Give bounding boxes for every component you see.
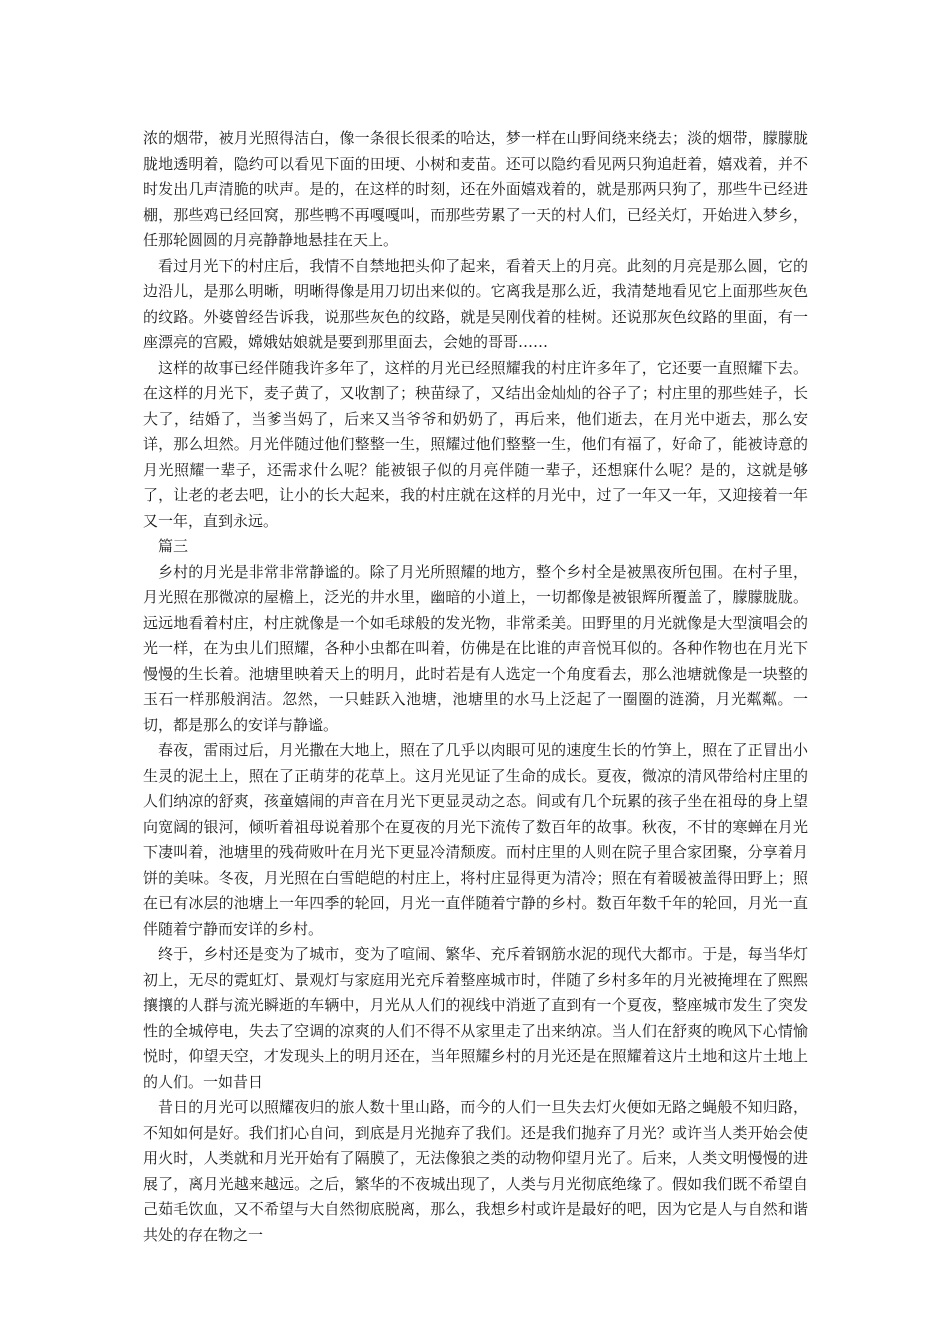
section-heading: 篇三: [158, 537, 189, 555]
paragraph: 春夜，雷雨过后，月光撒在大地上，照在了几乎以肉眼可见的速度生长的竹笋上，照在了正冒出小生灵的泥土上，照在了正萌芽的花草上。这月光见证了生命的成长。夏夜，微凉的清风带给村庄里的人们纳凉的舒爽，孩童嬉闹的声音在月光下更显灵动之态。间或有几个玩累的孩子坐在祖母的身上望向宽阔的银河，倾听着祖母说着那个在夏夜的月光下流传了数百年的故事。秋夜，不甘的寒蝉在月光下凄叫着，池塘里的残荷败叶在月光下更显冷清颓废。而村庄里的人则在院子里合家团聚，分享着月饼的美味。冬夜，月光照在白雪皑皑的村庄上，将村庄显得更为清冷；照在有着暖被盖得田野上；照在已有冰层的池塘上一年四季的轮回，月光一直伴随着宁静的乡村。数百年数千年的轮回，月光一直伴随着宁静而安详的乡村。: [143, 741, 808, 938]
paragraph: 乡村的月光是非常非常静谧的。除了月光所照耀的地方，整个乡村全是被黑夜所包围。在村子里，月光照在那微凉的屋檐上，泛光的井水里，幽暗的小道上，一切都像是被银辉所覆盖了，朦朦胧胧。远远地看着村庄，村庄就像是一个如毛球般的发光物，非常柔美。田野里的月光就像是大型演唱会的光一样，在为虫儿们照耀，各种小虫都在叫着，仿佛是在比谁的声音悦耳似的。各种作物也在月光下慢慢的生长着。池塘里映着天上的明月，此时若是有人选定一个角度看去，那么池塘就像是一块整的玉石一样那般润洁。忽然，一只蛙跃入池塘，池塘里的水马上泛起了一圈圈的涟漪，月光粼粼。一切，都是那么的安详与静谧。: [143, 562, 808, 734]
paragraph: 看过月光下的村庄后，我情不自禁地把头仰了起来，看着天上的月亮。此刻的月亮是那么圆，它的边沿儿，是那么明晰，明晰得像是用刀切出来似的。它离我是那么近，我清楚地看见它上面那些灰色的纹路。外婆曾经告诉我，说那些灰色的纹路，就是吴刚伐着的桂树。还说那灰色纹路的里面，有一座漂亮的宫殿，嫦娥姑娘就是要到那里面去，会她的哥哥……: [143, 256, 808, 351]
paragraph: 这样的故事已经伴随我许多年了，这样的月光已经照耀我的村庄许多年了，它还要一直照耀下去。在这样的月光下，麦子黄了，又收割了；秧苗绿了，又结出金灿灿的谷子了；村庄里的那些娃子，长大了，结婚了，当爹当妈了，后来又当爷爷和奶奶了，再后来，他们逝去，在月光中逝去，那么安详，那么坦然。月光伴随过他们整整一生，照耀过他们整整一生，他们有福了，好命了，能被诗意的月光照耀一辈子，还需求什么呢？能被银子似的月亮伴随一辈子，还想寐什么呢？是的，这就是够了，让老的老去吧，让小的长大起来，我的村庄就在这样的月光中，过了一年又一年，又迎接着一年又一年，直到永远。: [143, 358, 808, 530]
paragraph: 终于，乡村还是变为了城市，变为了喧闹、繁华、充斥着钢筋水泥的现代大都市。于是，每当华灯初上，无尽的霓虹灯、景观灯与家庭用光充斥着整座城市时，伴随了乡村多年的月光被掩埋在了熙熙攘攘的人群与流光瞬逝的车辆中，月光从人们的视线中消逝了直到有一个夏夜，整座城市发生了突发性的全城停电，失去了空调的凉爽的人们不得不从家里走了出来纳凉。当人们在舒爽的晚风下心情愉悦时，仰望天空，才发现头上的明月还在，当年照耀乡村的月光还是在照耀着这片土地和这片土地上的人们。一如昔日: [143, 945, 808, 1091]
article-body: [143, 126, 808, 1248]
paragraph: 浓的烟带，被月光照得洁白，像一条很长很柔的哈达，梦一样在山野间绕来绕去；淡的烟带，朦朦胧胧地透明着，隐约可以看见下面的田埂、小树和麦苗。还可以隐约看见两只狗追赶着，嬉戏着，并不时发出几声清脆的吠声。是的，在这样的时刻，还在外面嬉戏着的，就是那两只狗了，那些牛已经进棚，那些鸡已经回窝，那些鸭不再嘎嘎叫，而那些劳累了一天的村人们，已经关灯，开始进入梦乡，任那轮圆圆的月亮静静地悬挂在天上。: [143, 129, 808, 249]
paragraph: 昔日的月光可以照耀夜归的旅人数十里山路，而今的人们一旦失去灯火便如无路之蝇般不知归路，不知如何是好。我们扪心自问，到底是月光抛弃了我们。还是我们抛弃了月光？或许当人类开始会使用火时，人类就和月光开始有了隔膜了，无法像狼之类的动物仰望月光了。后来，人类文明慢慢的进展了，离月光越来越远。之后，繁华的不夜城出现了，人类与月光彻底绝缘了。假如我们既不希望自己茹毛饮血，又不希望与大自然彻底脱离，那么，我想乡村或许是最好的吧，因为它是人与自然和谐共处的存在物之一: [143, 1098, 808, 1244]
